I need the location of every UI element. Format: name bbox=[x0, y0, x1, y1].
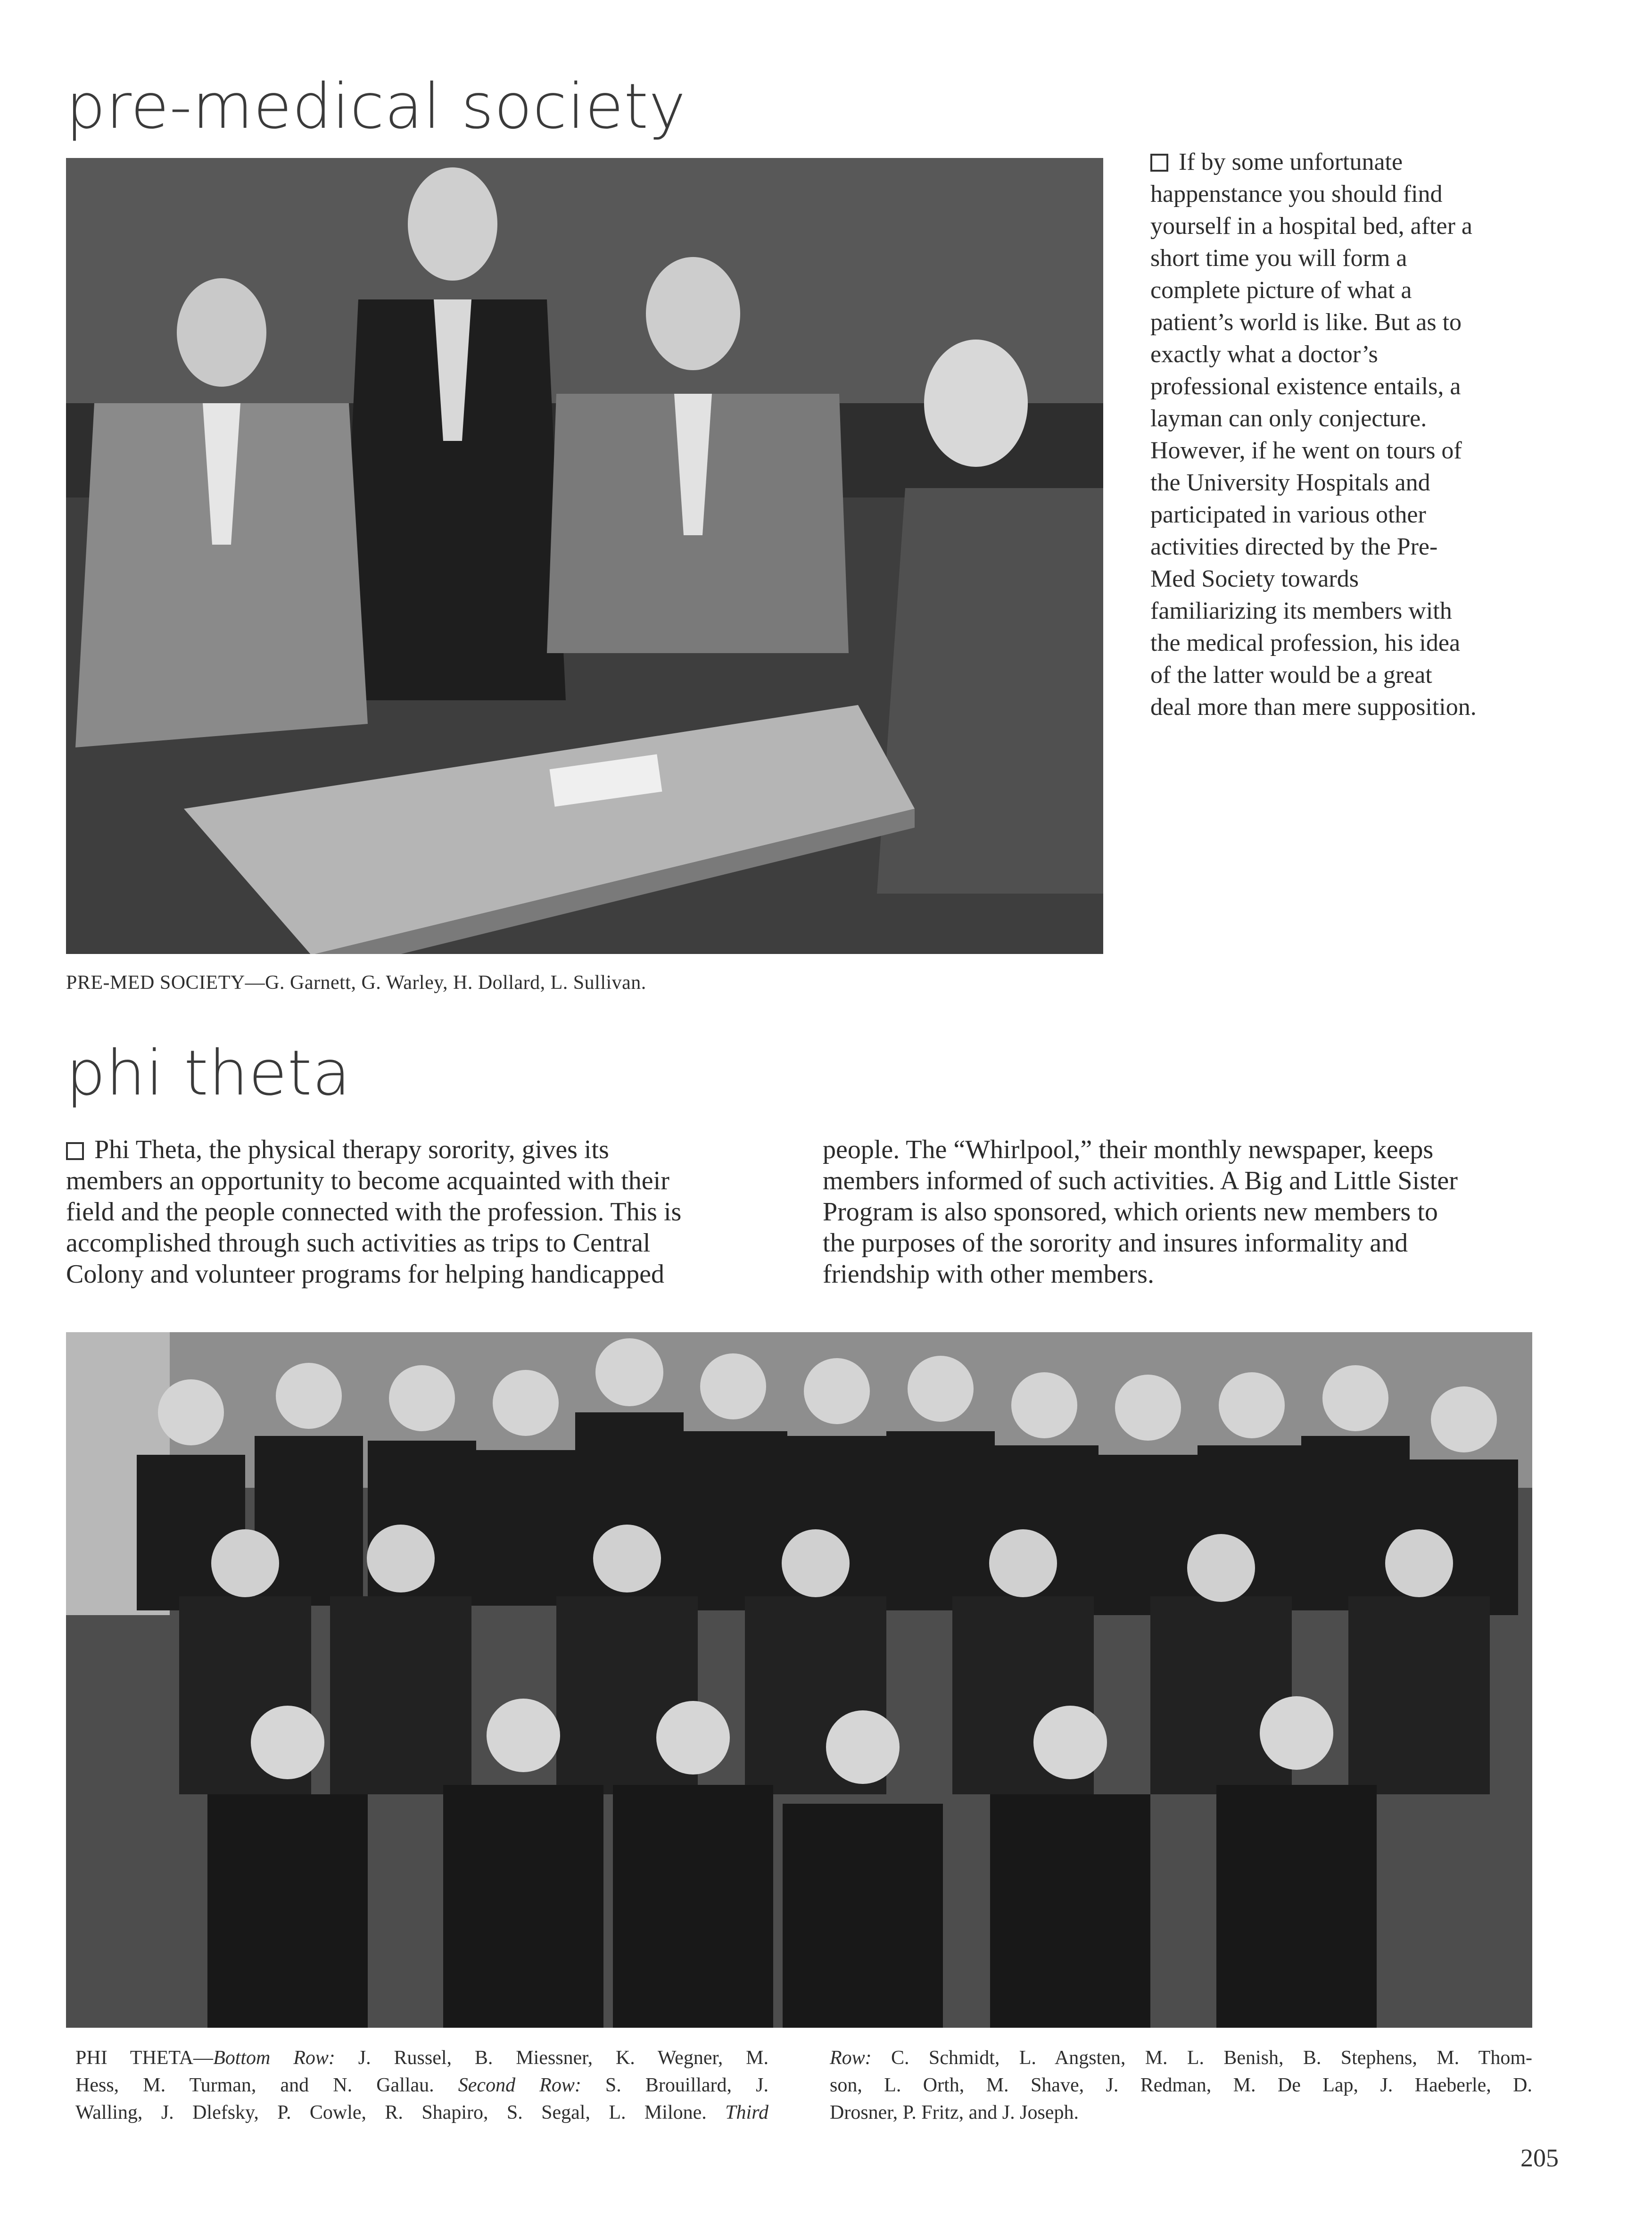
row-label: Row: bbox=[830, 2047, 872, 2069]
phitheta-caption-left bbox=[75, 2044, 768, 2126]
premed-description bbox=[1150, 146, 1546, 723]
bottom-row-names-cont: Hess, M. Turman, and N. Gallau. bbox=[75, 2074, 458, 2096]
phitheta-text-column-2: people. The “Whirlpool,” their monthly newspaper, keeps members informed of such activities. A Big and Little Sister Program is also sponsored, which orients new members to the purposes of the sorority and insures informality and friendship with other members. bbox=[823, 1135, 1458, 1289]
checkbox-bullet-icon bbox=[66, 1142, 84, 1160]
third-row-label: Third bbox=[725, 2102, 768, 2123]
third-row-names: C. Schmidt, L. Angsten, M. L. Benish, B. Stephens, M. Thom- bbox=[871, 2047, 1532, 2069]
phitheta-section-title: phi theta bbox=[66, 1037, 351, 1110]
second-row-label: Second Row: bbox=[458, 2074, 581, 2096]
page-number: 205 bbox=[1520, 2144, 1559, 2172]
second-row-names-cont: Walling, J. Dlefsky, P. Cowle, R. Shapiro, S. Segal, L. Milone. bbox=[75, 2102, 726, 2123]
phitheta-caption-right bbox=[830, 2044, 1532, 2126]
checkbox-bullet-icon bbox=[1150, 154, 1168, 172]
caption-lead: PHI THETA— bbox=[75, 2047, 214, 2069]
premed-photo-caption: PRE-MED SOCIETY—G. Garnett, G. Warley, H. Dollard, L. Sullivan. bbox=[66, 972, 646, 994]
premed-description-text: If by some unfortunate happenstance you should find yourself in a hospital bed, after a short time you will form a complete picture of what a patient’s world is like. But as to exactly what a doctor’s professional existence entails, a layman can only conjecture. However, if he went on tours of the University Hospitals and participated in various other activities directed by the Pre- Med Society towards familiarizing its members with the medical profession, his idea of the latter would be a great deal more than mere supposition. bbox=[1150, 149, 1477, 721]
bottom-row-names: J. Russel, B. Miessner, K. Wegner, M. bbox=[335, 2047, 768, 2069]
phitheta-group-photo bbox=[66, 1332, 1532, 2028]
phitheta-text-column-1 bbox=[66, 1134, 792, 1290]
third-row-names-end: Drosner, P. Fritz, and J. Joseph. bbox=[830, 2102, 1079, 2123]
bottom-row-label: Bottom Row: bbox=[213, 2047, 335, 2069]
third-row-names-cont: son, L. Orth, M. Shave, J. Redman, M. De Lap, J. Haeberle, D. bbox=[830, 2074, 1532, 2096]
premed-section-title: pre-medical society bbox=[66, 70, 686, 143]
second-row-names: S. Brouillard, J. bbox=[581, 2074, 768, 2096]
phitheta-text-1: Phi Theta, the physical therapy sorority, gives its members an opportunity to become acquainted with their field and the people connected with the profession. This is accomplished through such activities as trips to Central Colony and volunteer programs for helping handicapped bbox=[66, 1135, 682, 1289]
premed-group-photo bbox=[66, 158, 1103, 954]
